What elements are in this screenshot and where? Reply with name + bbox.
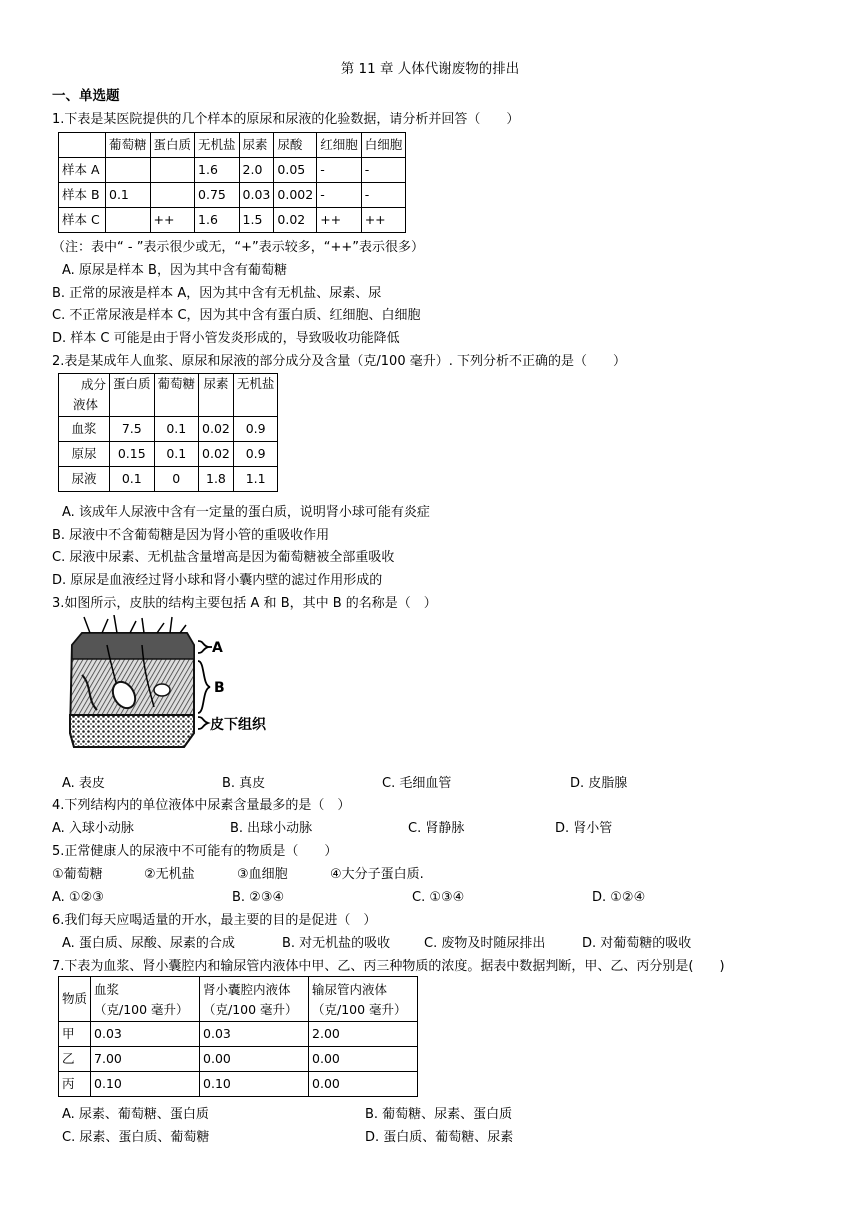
option[interactable]: A. 尿素、葡萄糖、蛋白质 [62,1107,209,1122]
table-cell: 0.02 [199,442,234,467]
option[interactable]: B. 尿液中不含葡萄糖是因为肾小管的重吸收作用 [52,528,330,543]
table-cell: - [317,183,362,208]
option[interactable]: D. 蛋白质、葡萄糖、尿素 [365,1130,514,1145]
table-corner-cell [59,374,110,417]
table-row [59,374,278,417]
q1-stem: 1.下表是某医院提供的几个样本的原尿和尿液的化验数据，请分析并回答（ ） [52,112,520,127]
table-row [59,467,278,492]
option[interactable]: D. ①②④ [592,890,646,905]
table-cell: 0.02 [274,208,317,233]
table-cell: 0.02 [199,417,234,442]
table-header: 红细胞 [317,133,362,158]
section-heading: 一、单选题 [52,88,120,104]
header-line: 肾小囊腔内液体 [203,982,291,997]
option[interactable]: A. ①②③ [52,890,104,905]
table-cell: 7.5 [110,417,155,442]
table-cell: 样本 C [59,208,106,233]
skin-structure-figure [62,615,292,760]
table-header [200,977,309,1022]
table-cell: 样本 B [59,183,106,208]
option[interactable]: A. 表皮 [62,776,105,791]
table-cell: 0.002 [274,183,317,208]
table-cell: 0.00 [309,1047,418,1072]
option[interactable]: B. 葡萄糖、尿素、蛋白质 [365,1107,513,1122]
table-header [91,977,200,1022]
option[interactable]: D. 肾小管 [555,821,613,836]
table-cell [106,208,151,233]
table-cell: 丙 [59,1072,91,1097]
header-line: （克/100 毫升） [203,1002,298,1017]
table-cell: 0.10 [91,1072,200,1097]
table-cell: 0.00 [200,1047,309,1072]
table-cell: - [317,158,362,183]
option[interactable]: A. 入球小动脉 [52,821,134,836]
option[interactable]: B. 真皮 [222,776,266,791]
table-cell: - [361,183,406,208]
table-header: 白细胞 [361,133,406,158]
header-line: 血浆 [94,982,120,997]
table-cell: 甲 [59,1022,91,1047]
option[interactable]: A. 原尿是样本 B，因为其中含有葡萄糖 [62,263,287,278]
option[interactable]: D. 原尿是血液经过肾小球和肾小囊内壁的滤过作用形成的 [52,573,383,588]
table-cell: 0.10 [200,1072,309,1097]
q5-item: ④大分子蛋白质. [330,867,424,882]
table-cell: 2.00 [309,1022,418,1047]
option[interactable]: C. ①③④ [412,890,465,905]
option[interactable]: C. 不正常尿液是样本 C，因为其中含有蛋白质、红细胞、白细胞 [52,308,421,323]
figure-label-b: B [214,680,225,696]
table-row [59,417,278,442]
table-cell [150,158,195,183]
table-cell: 0.05 [274,158,317,183]
option[interactable]: D. 样本 C 可能是由于肾小管发炎形成的，导致吸收功能降低 [52,331,400,346]
q6-stem: 6.我们每天应喝适量的开水，最主要的目的是促进（ ） [52,913,377,928]
table-row [59,442,278,467]
table-row [59,158,406,183]
table-row [59,1022,418,1047]
table-header: 无机盐 [233,374,278,417]
option[interactable]: B. 正常的尿液是样本 A，因为其中含有无机盐、尿素、尿 [52,286,382,301]
table-header: 葡萄糖 [106,133,151,158]
table-cell: ++ [150,208,195,233]
table-cell: 血浆 [59,417,110,442]
table-cell: 0.03 [200,1022,309,1047]
table-header: 物质 [59,977,91,1022]
q5-item: ③血细胞 [237,867,288,882]
table-header: 尿素 [239,133,274,158]
header-line: 输尿管内液体 [312,982,388,997]
table-cell: 1.8 [199,467,234,492]
table-cell: 7.00 [91,1047,200,1072]
option[interactable]: B. 出球小动脉 [230,821,313,836]
table-cell: 原尿 [59,442,110,467]
table-cell: 样本 A [59,158,106,183]
q4-stem: 4.下列结构内的单位液体中尿素含量最多的是（ ） [52,798,351,813]
q1-table [58,132,406,233]
table-cell: 0.03 [91,1022,200,1047]
option[interactable]: C. 尿素、蛋白质、葡萄糖 [62,1130,210,1145]
q5-stem: 5.正常健康人的尿液中不可能有的物质是（ ） [52,844,338,859]
table-cell: 0.1 [154,442,199,467]
table-row [59,183,406,208]
table-cell: 0.9 [233,442,278,467]
table-cell: 1.6 [195,158,240,183]
table-cell: 0.1 [110,467,155,492]
option[interactable]: D. 对葡萄糖的吸收 [582,936,692,951]
skin-diagram [62,615,292,760]
header-line: （克/100 毫升） [94,1002,189,1017]
option[interactable]: B. ②③④ [232,890,285,905]
table-cell: 0.15 [110,442,155,467]
table-cell: - [361,158,406,183]
table-cell: 乙 [59,1047,91,1072]
table-cell [150,183,195,208]
option[interactable]: A. 蛋白质、尿酸、尿素的合成 [62,936,235,951]
table-header [309,977,418,1022]
table-cell: 0.00 [309,1072,418,1097]
table-header: 蛋白质 [150,133,195,158]
option[interactable]: D. 皮脂腺 [570,776,628,791]
figure-label-a: A [212,640,223,656]
corner-bottom-label: 液体 [73,396,99,412]
option[interactable]: C. 废物及时随尿排出 [424,936,546,951]
table-cell: ++ [361,208,406,233]
q5-item: ①葡萄糖 [52,867,103,882]
table-row [59,1072,418,1097]
option[interactable]: B. 对无机盐的吸收 [282,936,391,951]
table-cell [106,158,151,183]
table-cell: 0.1 [154,417,199,442]
table-cell: 2.0 [239,158,274,183]
table-cell: 0.75 [195,183,240,208]
table-header: 尿酸 [274,133,317,158]
table-cell: 0.1 [106,183,151,208]
table-cell: 1.1 [233,467,278,492]
table-row [59,133,406,158]
table-row [59,977,418,1022]
table-row [59,208,406,233]
q7-stem: 7.下表为血浆、肾小囊腔内和输尿管内液体中甲、乙、丙三种物质的浓度。据表中数据判断，甲、乙、丙分别是( ) [52,959,725,974]
table-row [59,1047,418,1072]
table-cell [59,133,106,158]
option[interactable]: C. 尿液中尿素、无机盐含量增高是因为葡萄糖被全部重吸收 [52,550,395,565]
q2-stem: 2.表是某成年人血浆、原尿和尿液的部分成分及含量（克/100 毫升）. 下列分析不正确的是（ ） [52,354,626,369]
q1-note: （注：表中“ - ”表示很少或无，“+”表示较多，“++”表示很多） [52,240,425,255]
table-cell: ++ [317,208,362,233]
option[interactable]: C. 毛细血管 [382,776,452,791]
table-header: 蛋白质 [110,374,155,417]
table-header: 无机盐 [195,133,240,158]
page-title: 第 11 章 人体代谢废物的排出 [340,61,520,77]
option[interactable]: C. 肾静脉 [408,821,465,836]
table-cell: 尿液 [59,467,110,492]
table-header: 尿素 [199,374,234,417]
table-cell: 0 [154,467,199,492]
q5-item: ②无机盐 [144,867,195,882]
table-header: 葡萄糖 [154,374,199,417]
q7-table [58,976,418,1097]
q3-stem: 3.如图所示，皮肤的结构主要包括 A 和 B，其中 B 的名称是（ ） [52,596,437,611]
option[interactable]: A. 该成年人尿液中含有一定量的蛋白质，说明肾小球可能有炎症 [62,505,430,520]
figure-label-subcutaneous: 皮下组织 [210,717,266,733]
header-line: （克/100 毫升） [312,1002,407,1017]
table-cell: 0.03 [239,183,274,208]
table-cell: 1.6 [195,208,240,233]
table-cell: 1.5 [239,208,274,233]
table-cell: 0.9 [233,417,278,442]
corner-top-label: 成分 [80,377,106,392]
q2-table [58,373,278,492]
